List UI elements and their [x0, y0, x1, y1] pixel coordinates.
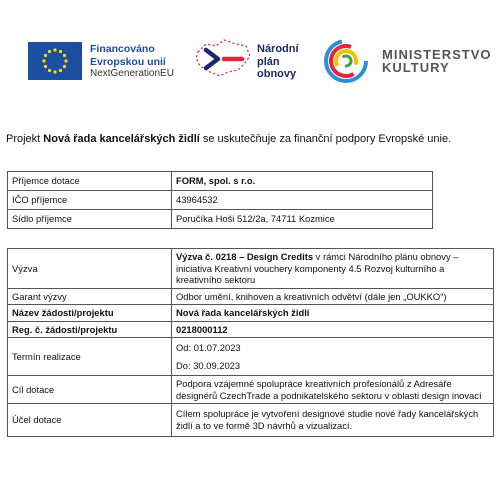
eu-logo-line3: NextGenerationEU: [90, 68, 174, 79]
ucel-label: Účel dotace: [8, 404, 172, 437]
npo-logo-line3: obnovy: [257, 68, 297, 80]
cil-value: Podpora vzájemné spolupráce kreativních profesionálů z Adresáře designérů CzechTrade a podnikatelského sektoru v oblasti design inovací: [172, 376, 494, 404]
intro-suffix: se uskutečňuje za finanční podpory Evropské unie.: [199, 133, 452, 145]
eu-flag-icon: [28, 42, 82, 80]
address-label: Sídlo příjemce: [8, 210, 172, 229]
project-intro: [6, 133, 451, 145]
table-row: [8, 321, 494, 338]
nazev-label: Název žádosti/projektu: [8, 305, 172, 322]
garant-value: Odbor umění, knihoven a kreativních odvětví (dále jen „OUKKO“): [172, 288, 494, 305]
table-row: [8, 172, 433, 191]
intro-prefix: Projekt: [6, 133, 44, 145]
recipient-label: Příjemce dotace: [8, 172, 172, 191]
termin-label: Termín realizace: [8, 338, 172, 376]
cil-label: Cíl dotace: [8, 376, 172, 404]
reg-label: Reg. č. žádosti/projektu: [8, 321, 172, 338]
npo-logo-line1: Národní: [257, 43, 299, 55]
eu-logo-line1: Financováno: [90, 43, 155, 55]
eu-logo-line2: Evropskou unií: [90, 55, 166, 68]
intro-project-name: Nová řada kancelářských židlí: [43, 133, 200, 145]
ucel-value: Cílem spolupráce je vytvoření designové studie nové řady kancelářských židlí a to ve formě 3D návrhů a vizualizací.: [172, 404, 494, 437]
vyzva-label: Výzva: [8, 249, 172, 289]
table-row: [8, 305, 494, 322]
termin-do: Do: 30.09.2023: [176, 359, 241, 371]
ico-value: 43964532: [172, 191, 433, 210]
logo-bar: [0, 36, 500, 96]
reg-value: 0218000112: [172, 321, 494, 338]
ico-label: IČO příjemce: [8, 191, 172, 210]
garant-label: Garant výzvy: [8, 288, 172, 305]
termin-od: Od: 01.07.2023: [176, 342, 241, 353]
npo-map-icon: [192, 36, 254, 82]
vyzva-value: [172, 249, 494, 289]
table-row: [8, 288, 494, 305]
table-row: [8, 338, 494, 376]
vyzva-value-rest: v rámci Národního plánu obnovy – iniciativa Kreativní vouchery komponenty 4.5 Rozvoj kulturního a kreativního sektoru: [176, 251, 459, 285]
mk-rings-icon: [320, 36, 374, 86]
table-row: [8, 191, 433, 210]
mk-logo-line2: KULTURY: [382, 60, 450, 75]
nazev-value: Nová řada kancelářských židlí: [172, 305, 494, 322]
npo-logo-line2: plán: [257, 55, 280, 68]
mk-logo-line1: MINISTERSTVO: [382, 47, 492, 62]
ministerstvo-kultury-logo: [320, 36, 490, 86]
table-row: [8, 249, 494, 289]
narodni-plan-obnovy-logo: [192, 36, 312, 86]
table-row: [8, 210, 433, 229]
vyzva-value-bold: Výzva č. 0218 – Design Credits: [176, 251, 314, 262]
recipient-table: [7, 171, 433, 229]
address-value: Poručíka Hoši 512/2a, 74711 Kozmice: [172, 210, 433, 229]
project-detail-table: [7, 248, 494, 437]
table-row: [8, 376, 494, 404]
termin-value: [172, 338, 494, 376]
recipient-value: FORM, spol. s r.o.: [172, 172, 433, 191]
table-row: [8, 404, 494, 437]
